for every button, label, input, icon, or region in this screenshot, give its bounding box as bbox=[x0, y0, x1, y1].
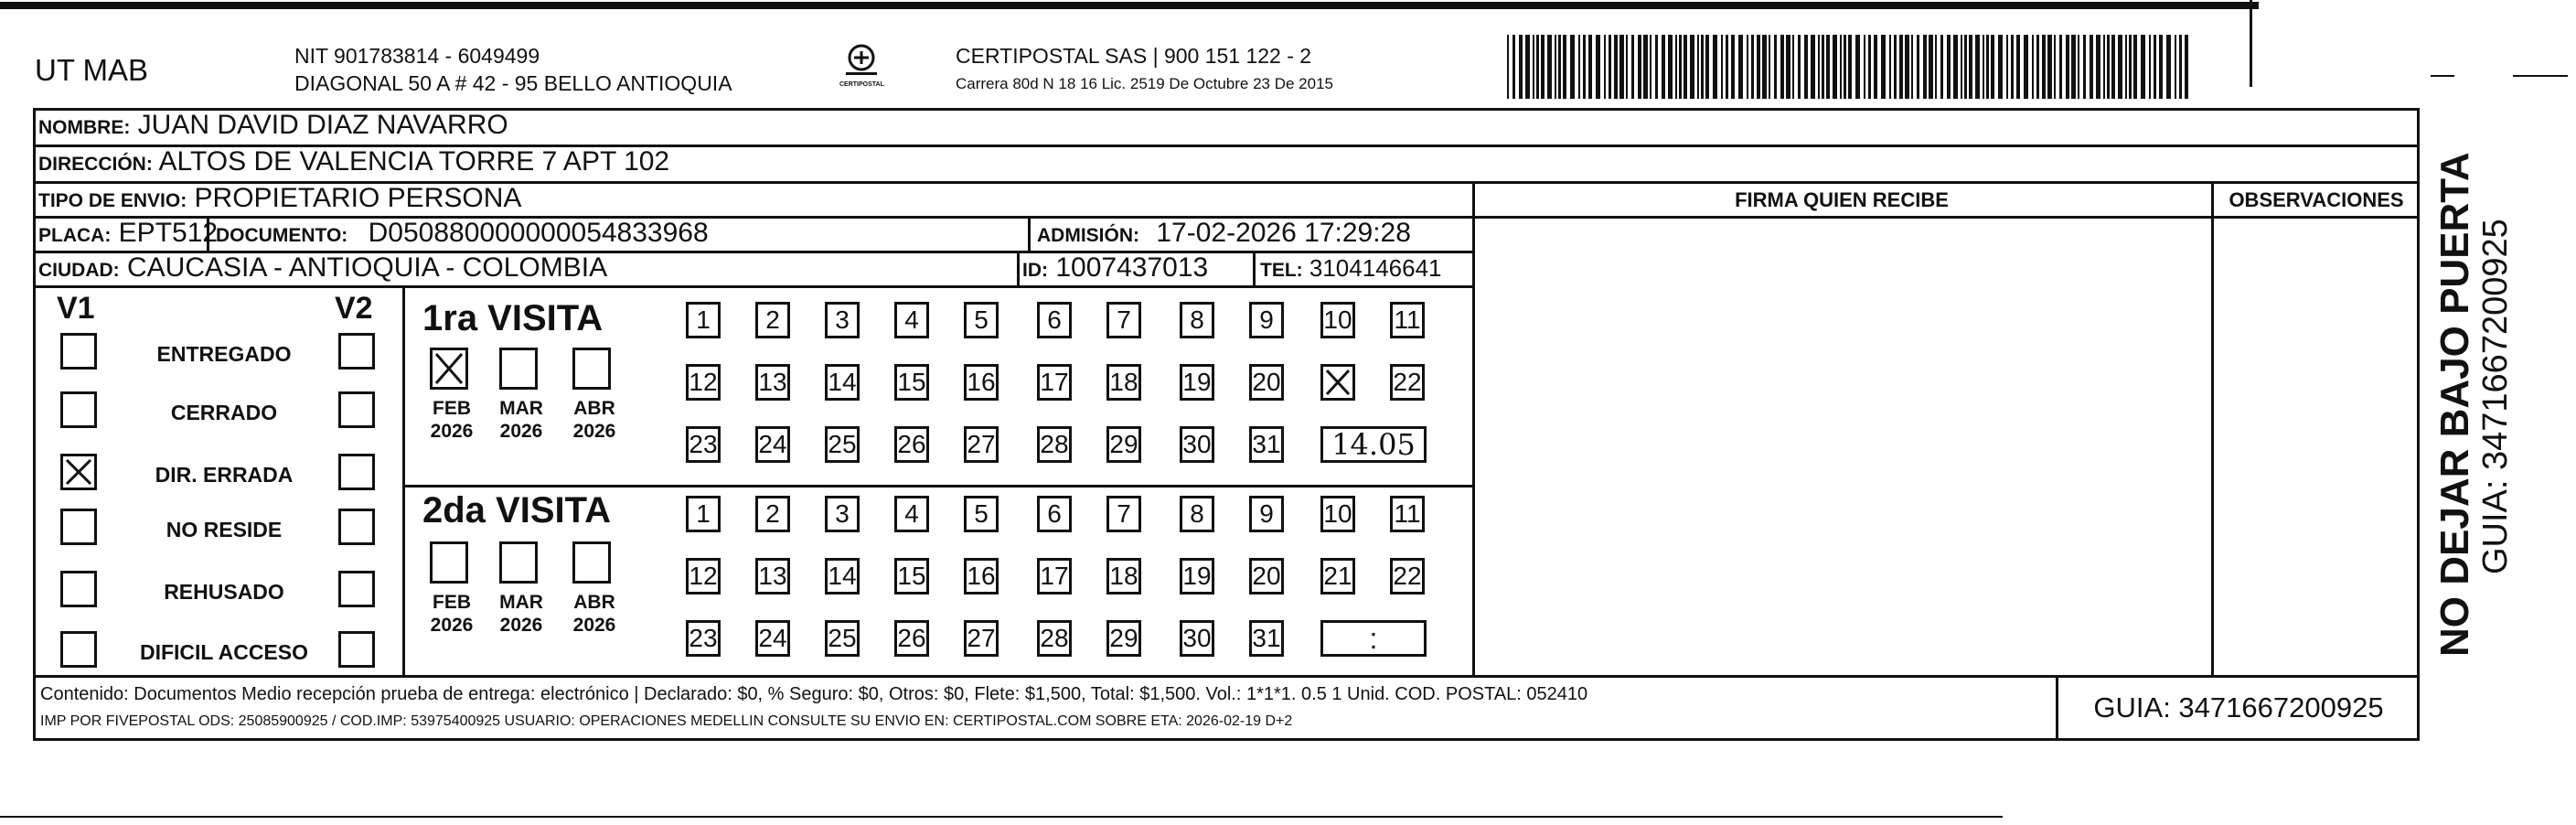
day-box[interactable]: 4 bbox=[894, 302, 929, 338]
x-mark-icon bbox=[1323, 367, 1352, 398]
barcode-bar bbox=[2185, 35, 2188, 99]
day-box[interactable]: 22 bbox=[1390, 558, 1425, 595]
barcode-bar bbox=[2006, 35, 2008, 99]
barcode-bar bbox=[1558, 35, 1561, 99]
month-checkbox[interactable] bbox=[430, 541, 468, 584]
day-box[interactable]: 3 bbox=[825, 496, 860, 532]
barcode-bar bbox=[1697, 35, 1699, 99]
side-warning: NO DEJAR BAJO PUERTA bbox=[2432, 152, 2477, 657]
tel-label: TEL: bbox=[1260, 260, 1303, 281]
day-box[interactable]: 7 bbox=[1106, 496, 1141, 532]
month-year: 2026 bbox=[430, 421, 474, 442]
barcode-bar bbox=[2083, 35, 2086, 99]
day-box[interactable]: 10 bbox=[1320, 496, 1355, 532]
barcode-bar bbox=[1747, 35, 1748, 99]
barcode-bar bbox=[1911, 35, 1913, 99]
barcode-bar bbox=[1519, 35, 1523, 99]
barcode-bar bbox=[1626, 35, 1628, 99]
row-line-6 bbox=[33, 675, 2420, 678]
barcode-bar bbox=[1619, 35, 1624, 99]
barcode-bar bbox=[1631, 35, 1634, 99]
month-name: ABR bbox=[573, 398, 615, 419]
day-box[interactable]: 16 bbox=[964, 364, 999, 401]
bottom-edge-line bbox=[0, 816, 2003, 818]
day-box[interactable]: 13 bbox=[755, 364, 790, 401]
barcode-bar bbox=[1662, 35, 1665, 99]
admision-cell bbox=[1037, 218, 1411, 249]
day-box[interactable]: 5 bbox=[964, 302, 999, 338]
barcode-bar bbox=[1650, 35, 1651, 99]
barcode-bar bbox=[2159, 35, 2163, 99]
day-box[interactable]: 18 bbox=[1106, 364, 1141, 401]
day-box[interactable]: 19 bbox=[1180, 364, 1214, 401]
tel-divider bbox=[1253, 251, 1256, 285]
barcode-bar bbox=[1811, 35, 1815, 99]
day-box[interactable]: 17 bbox=[1037, 364, 1072, 401]
tipo-label: TIPO DE ENVIO: bbox=[38, 190, 187, 211]
barcode-bar bbox=[2066, 35, 2069, 99]
direccion-value: ALTOS DE VALENCIA TORRE 7 APT 102 bbox=[158, 146, 670, 177]
day-box[interactable]: 12 bbox=[686, 558, 721, 595]
day-box[interactable]: 3 bbox=[825, 302, 860, 338]
day-box[interactable]: 11 bbox=[1390, 496, 1425, 532]
company-name: UT MAB bbox=[35, 53, 149, 87]
barcode-bar bbox=[2103, 35, 2105, 99]
x-mark-icon bbox=[433, 350, 465, 387]
side-guia: GUIA: 3471667200925 bbox=[2476, 219, 2515, 574]
barcode-bar bbox=[1762, 35, 1767, 99]
barcode-bar bbox=[1864, 35, 1865, 99]
status-label: CERRADO bbox=[170, 401, 278, 424]
time-box[interactable]: 14.05 bbox=[1320, 426, 1427, 463]
barcode-bar bbox=[1512, 35, 1515, 99]
day-box[interactable]: 19 bbox=[1180, 558, 1214, 595]
company-address: DIAGONAL 50 A # 42 - 95 BELLO ANTIOQUIA bbox=[294, 71, 732, 95]
day-box[interactable]: 24 bbox=[755, 620, 790, 657]
month-checkbox[interactable] bbox=[499, 541, 538, 584]
day-box[interactable] bbox=[1320, 364, 1355, 401]
month-year: 2026 bbox=[499, 615, 543, 636]
v2-checkbox[interactable] bbox=[338, 631, 375, 668]
barcode-bar bbox=[2042, 35, 2046, 99]
barcode-bar bbox=[2149, 35, 2151, 99]
tel-cell bbox=[1260, 254, 1442, 283]
status-divider bbox=[402, 285, 405, 675]
barcode-bar bbox=[1643, 35, 1648, 99]
barcode-bar bbox=[1563, 35, 1566, 99]
day-box[interactable]: 6 bbox=[1037, 302, 1072, 338]
barcode-bar bbox=[1507, 35, 1509, 99]
status-label: NO RESIDE bbox=[166, 518, 283, 541]
barcode-bar bbox=[1889, 35, 1891, 99]
barcode-bar bbox=[2032, 35, 2034, 99]
month-year: 2026 bbox=[499, 421, 543, 442]
barcode-bar bbox=[1614, 35, 1618, 99]
month-name: ABR bbox=[573, 592, 615, 613]
observaciones-left-line bbox=[2211, 181, 2214, 675]
v2-header: V2 bbox=[335, 291, 373, 326]
day-box[interactable]: 21 bbox=[1320, 558, 1355, 595]
barcode-bar bbox=[2125, 35, 2127, 99]
day-box[interactable]: 15 bbox=[894, 364, 929, 401]
barcode-bar bbox=[1638, 35, 1641, 99]
day-box[interactable]: 1 bbox=[686, 496, 721, 532]
barcode-bar bbox=[1675, 35, 1677, 99]
barcode-bar bbox=[1874, 35, 1877, 99]
barcode-bar bbox=[1840, 35, 1842, 99]
footer-content-line: Contenido: Documentos Medio recepción prueba de entrega: electrónico | Declarado: $0, % Seguro: $0, Otros: $0, Flete: $1,500, Total: $1,500. Vol.: 1*1*1. 0.5 1 Unid. COD. POSTAL: 052410 bbox=[40, 684, 1588, 704]
day-box[interactable]: 31 bbox=[1249, 620, 1284, 657]
id-value: 1007437013 bbox=[1055, 252, 1209, 283]
day-box[interactable]: 23 bbox=[686, 426, 721, 463]
barcode-bar bbox=[1655, 35, 1658, 99]
day-box[interactable]: 13 bbox=[755, 558, 790, 595]
day-box[interactable]: 28 bbox=[1037, 620, 1072, 657]
row-line-5 bbox=[33, 285, 1472, 288]
barcode-bar bbox=[1726, 35, 1728, 99]
day-box[interactable]: 16 bbox=[964, 558, 999, 595]
barcode-bar bbox=[1713, 35, 1717, 99]
day-box[interactable]: 1 bbox=[686, 302, 721, 338]
barcode-bar bbox=[1668, 35, 1673, 99]
day-box[interactable]: 26 bbox=[894, 620, 929, 657]
month-label bbox=[424, 591, 479, 637]
barcode-bar bbox=[1804, 35, 1808, 99]
v1-checkbox[interactable] bbox=[60, 391, 97, 428]
day-box[interactable]: 9 bbox=[1249, 302, 1284, 338]
barcode-bar bbox=[1826, 35, 1830, 99]
barcode-bar bbox=[1855, 35, 1860, 99]
documento-label: DOCUMENTO: bbox=[216, 225, 348, 246]
v2-checkbox[interactable] bbox=[338, 391, 375, 428]
v1-header: V1 bbox=[57, 291, 95, 326]
barcode-bar bbox=[1731, 35, 1735, 99]
admision-value: 17-02-2026 17:29:28 bbox=[1156, 218, 1411, 248]
barcode-bar bbox=[2096, 35, 2100, 99]
day-box[interactable]: 14 bbox=[825, 364, 860, 401]
day-box[interactable]: 27 bbox=[964, 426, 999, 463]
day-box[interactable]: 18 bbox=[1106, 558, 1141, 595]
barcode-bar bbox=[1792, 35, 1794, 99]
status-label: DIFICIL ACCESO bbox=[139, 640, 308, 664]
direccion-label: DIRECCIÓN: bbox=[38, 154, 153, 175]
direccion-row bbox=[38, 146, 669, 177]
barcode-bar bbox=[1683, 35, 1687, 99]
barcode-bar bbox=[1881, 35, 1886, 99]
day-box[interactable]: 2 bbox=[755, 496, 790, 532]
barcode-bar bbox=[1947, 35, 1951, 99]
barcode-bar bbox=[2036, 35, 2039, 99]
month-name: MAR bbox=[499, 592, 543, 613]
day-box[interactable]: 31 bbox=[1249, 426, 1284, 463]
barcode-bar bbox=[1899, 35, 1903, 99]
barcode-bar bbox=[1986, 35, 1989, 99]
time-box-empty[interactable]: : bbox=[1320, 620, 1427, 657]
barcode-bar bbox=[1757, 35, 1760, 99]
barcode-bar bbox=[1738, 35, 1743, 99]
day-box[interactable]: 15 bbox=[894, 558, 929, 595]
barcode-bar bbox=[2179, 35, 2182, 99]
top-edge-line bbox=[0, 2, 2259, 9]
firma-header-line bbox=[1472, 216, 2420, 219]
certipostal-logo bbox=[839, 42, 883, 88]
v2-checkbox[interactable] bbox=[338, 454, 375, 490]
admision-divider bbox=[1028, 216, 1031, 251]
day-box[interactable]: 7 bbox=[1106, 302, 1141, 338]
day-box[interactable]: 17 bbox=[1037, 558, 1072, 595]
month-year: 2026 bbox=[572, 615, 616, 636]
barcode-bar bbox=[1798, 35, 1801, 99]
barcode-bar bbox=[2024, 35, 2028, 99]
barcode-bar bbox=[2071, 35, 2076, 99]
barcode-bar bbox=[1969, 35, 1972, 99]
day-box[interactable]: 11 bbox=[1390, 302, 1425, 338]
v1-checkbox[interactable] bbox=[60, 571, 97, 607]
barcode-bar bbox=[1923, 35, 1927, 99]
barcode-bar bbox=[1786, 35, 1790, 99]
ciudad-value: CAUCASIA - ANTIOQUIA - COLOMBIA bbox=[127, 252, 608, 283]
barcode-bar bbox=[1578, 35, 1580, 99]
day-box[interactable]: 5 bbox=[964, 496, 999, 532]
month-name: FEB bbox=[433, 398, 471, 419]
barcode-bar bbox=[1536, 35, 1539, 99]
month-name: MAR bbox=[499, 398, 543, 419]
day-box[interactable]: 25 bbox=[825, 426, 860, 463]
id-divider bbox=[1017, 251, 1020, 285]
status-label: REHUSADO bbox=[164, 580, 284, 604]
tipo-row bbox=[38, 183, 521, 214]
v1-checkbox[interactable] bbox=[60, 509, 97, 545]
day-box[interactable]: 24 bbox=[755, 426, 790, 463]
tel-value: 3104146641 bbox=[1309, 254, 1442, 282]
barcode-bar bbox=[1953, 35, 1958, 99]
footer-print-line: IMP POR FIVEPOSTAL ODS: 25085900925 / COD.IMP: 53975400925 USUARIO: OPERACIONES MEDELLIN CONSULTE SU ENVIO EN: CERTIPOSTAL.COM SOBRE ETA: 2026-02-19 D+2 bbox=[40, 713, 1293, 729]
day-box[interactable]: 29 bbox=[1106, 426, 1141, 463]
barcode-bar bbox=[1555, 35, 1556, 99]
corner-mark-1 bbox=[2431, 75, 2454, 77]
day-box[interactable]: 12 bbox=[686, 364, 721, 401]
barcode-bar bbox=[1705, 35, 1709, 99]
barcode-bar bbox=[1596, 35, 1600, 99]
barcode-bar bbox=[1570, 35, 1575, 99]
day-box[interactable]: 26 bbox=[894, 426, 929, 463]
carrier-address: Carrera 80d N 18 16 Lic. 2519 De Octubre 23 De 2015 bbox=[956, 75, 1333, 92]
barcode-bar bbox=[1679, 35, 1682, 99]
tipo-value: PROPIETARIO PERSONA bbox=[194, 183, 522, 213]
day-box[interactable]: 28 bbox=[1037, 426, 1072, 463]
barcode-bar bbox=[1929, 35, 1933, 99]
id-label: ID: bbox=[1022, 260, 1048, 281]
barcode-bar bbox=[1588, 35, 1592, 99]
barcode-bar bbox=[2011, 35, 2014, 99]
barcode-bar bbox=[2054, 35, 2056, 99]
barcode-bar bbox=[2107, 35, 2110, 99]
barcode-bar bbox=[1818, 35, 1820, 99]
company-nit: NIT 901783814 - 6049499 bbox=[294, 44, 540, 68]
barcode-bar bbox=[2111, 35, 2115, 99]
barcode-bar bbox=[1604, 35, 1606, 99]
barcode bbox=[1507, 35, 2195, 99]
ciudad-cell bbox=[38, 252, 607, 284]
v2-checkbox[interactable] bbox=[338, 571, 375, 607]
carrier-info: CERTIPOSTAL SAS | 900 151 122 - 2 bbox=[956, 44, 1312, 68]
day-box[interactable]: 8 bbox=[1180, 302, 1214, 338]
barcode-bar bbox=[1844, 35, 1846, 99]
barcode-bar bbox=[1848, 35, 1852, 99]
visit-divider bbox=[402, 485, 1472, 488]
month-checkbox[interactable] bbox=[572, 348, 611, 390]
nombre-row bbox=[38, 110, 508, 141]
month-year: 2026 bbox=[430, 615, 474, 636]
placa-cell bbox=[38, 218, 218, 249]
status-label: ENTREGADO bbox=[156, 342, 292, 366]
barcode-bar bbox=[1690, 35, 1694, 99]
barcode-bar bbox=[1822, 35, 1824, 99]
barcode-bar bbox=[2133, 35, 2137, 99]
ciudad-label: CIUDAD: bbox=[38, 260, 120, 281]
month-name: FEB bbox=[433, 592, 471, 613]
day-box[interactable]: 9 bbox=[1249, 496, 1284, 532]
v1-checkbox[interactable] bbox=[60, 454, 97, 490]
placa-value: EPT512 bbox=[118, 218, 219, 248]
footer-guia: GUIA: 3471667200925 bbox=[2093, 691, 2384, 723]
barcode-bar bbox=[1780, 35, 1784, 99]
barcode-bar bbox=[2047, 35, 2052, 99]
barcode-bar bbox=[2175, 35, 2176, 99]
barcode-bar bbox=[2016, 35, 2020, 99]
barcode-bar bbox=[2129, 35, 2132, 99]
barcode-bar bbox=[1983, 35, 1984, 99]
barcode-bar bbox=[1894, 35, 1897, 99]
observaciones-header: OBSERVACIONES bbox=[2229, 188, 2404, 211]
day-box[interactable]: 4 bbox=[894, 496, 929, 532]
month-label bbox=[424, 397, 479, 443]
barcode-bar bbox=[1991, 35, 1994, 99]
barcode-bar bbox=[1917, 35, 1919, 99]
day-box[interactable]: 23 bbox=[686, 620, 721, 657]
day-box[interactable]: 25 bbox=[825, 620, 860, 657]
barcode-bar bbox=[1583, 35, 1586, 99]
logo-text: CERTIPOSTAL bbox=[839, 81, 884, 88]
barcode-bar bbox=[1541, 35, 1545, 99]
barcode-bar bbox=[1961, 35, 1962, 99]
month-checkbox[interactable] bbox=[572, 541, 611, 584]
v2-checkbox[interactable] bbox=[338, 509, 375, 545]
day-box[interactable]: 14 bbox=[825, 558, 860, 595]
status-label: DIR. ERRADA bbox=[155, 463, 294, 487]
corner-mark-2 bbox=[2513, 75, 2568, 77]
barcode-bar bbox=[1833, 35, 1837, 99]
barcode-bar bbox=[1751, 35, 1754, 99]
day-box[interactable]: 20 bbox=[1249, 558, 1284, 595]
barcode-bar bbox=[1701, 35, 1704, 99]
month-year: 2026 bbox=[572, 421, 616, 442]
day-box[interactable]: 6 bbox=[1037, 496, 1072, 532]
month-label bbox=[494, 397, 549, 443]
documento-cell bbox=[216, 218, 709, 249]
barcode-bar bbox=[1964, 35, 1967, 99]
barcode-bar bbox=[1721, 35, 1723, 99]
barcode-bar bbox=[2154, 35, 2156, 99]
day-box[interactable]: 30 bbox=[1180, 620, 1214, 657]
barcode-bar bbox=[1935, 35, 1937, 99]
barcode-bar bbox=[1905, 35, 1909, 99]
barcode-bar bbox=[1533, 35, 1534, 99]
day-box[interactable]: 2 bbox=[755, 302, 790, 338]
firma-left-line bbox=[1472, 181, 1475, 675]
v2-checkbox[interactable] bbox=[338, 333, 375, 370]
barcode-bar bbox=[1940, 35, 1943, 99]
month-checkbox[interactable] bbox=[499, 348, 538, 390]
month-label bbox=[494, 591, 549, 637]
barcode-bar bbox=[1975, 35, 1980, 99]
day-box[interactable]: 22 bbox=[1390, 364, 1425, 401]
id-cell bbox=[1022, 252, 1208, 284]
barcode-bar bbox=[2141, 35, 2145, 99]
barcode-bar bbox=[2059, 35, 2062, 99]
day-box[interactable]: 30 bbox=[1180, 426, 1214, 463]
nombre-value: JUAN DAVID DIAZ NAVARRO bbox=[137, 110, 508, 140]
barcode-bar bbox=[1547, 35, 1552, 99]
day-box[interactable]: 29 bbox=[1106, 620, 1141, 657]
first-visit-label: 1ra VISITA bbox=[422, 298, 604, 338]
barcode-bar bbox=[1868, 35, 1871, 99]
v1-checkbox[interactable] bbox=[60, 631, 97, 668]
month-checkbox[interactable] bbox=[430, 348, 468, 390]
right-edge-line bbox=[2250, 0, 2252, 87]
barcode-bar bbox=[1774, 35, 1777, 99]
placa-label: PLACA: bbox=[38, 225, 112, 246]
day-box[interactable]: 27 bbox=[964, 620, 999, 657]
barcode-bar bbox=[2090, 35, 2093, 99]
barcode-bar bbox=[2166, 35, 2171, 99]
barcode-bar bbox=[1525, 35, 1530, 99]
barcode-bar bbox=[2078, 35, 2079, 99]
admision-label: ADMISIÓN: bbox=[1037, 225, 1139, 246]
documento-value: D050880000000054833968 bbox=[368, 218, 709, 248]
month-label bbox=[567, 591, 622, 637]
day-box[interactable]: 8 bbox=[1180, 496, 1214, 532]
day-box[interactable]: 20 bbox=[1249, 364, 1284, 401]
month-label bbox=[567, 397, 622, 443]
second-visit-label: 2da VISITA bbox=[422, 490, 611, 530]
v1-checkbox[interactable] bbox=[60, 333, 97, 370]
barcode-bar bbox=[2118, 35, 2122, 99]
x-mark-icon bbox=[63, 456, 94, 488]
nombre-label: NOMBRE: bbox=[38, 117, 131, 138]
day-box[interactable]: 10 bbox=[1320, 302, 1355, 338]
barcode-bar bbox=[1609, 35, 1611, 99]
barcode-bar bbox=[1998, 35, 2003, 99]
barcode-bar bbox=[1769, 35, 1770, 99]
firma-header: FIRMA QUIEN RECIBE bbox=[1735, 188, 1949, 211]
